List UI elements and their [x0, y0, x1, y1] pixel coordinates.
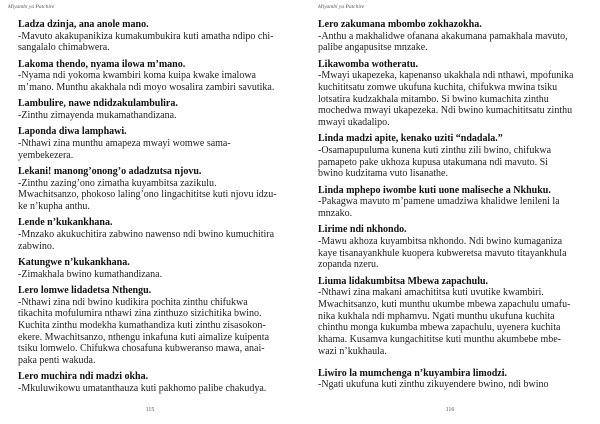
explanation-line: yembekezera. [18, 149, 74, 161]
proverb-entry [18, 285, 280, 367]
page-number: 116 [445, 407, 455, 413]
proverb-title: Lero lomwe lidadetsa Nthengu. [18, 284, 152, 296]
explanation-line: nika kukhala ndi mphamvu. Ngati munthu ukufuna kuchita [318, 310, 555, 322]
page-number: 115 [145, 407, 155, 413]
page-right [300, 0, 600, 424]
explanation-line: kuchititsatu zomwe ukufuna kuchita, chifukwa mwina tsiku [318, 82, 558, 94]
explanation-line: khama. Kusamva kungachititse kuti munthu akumbebe mbe- [318, 334, 561, 346]
explanation-line: kaye tisanayankhule kuopera kubweretsa mavuto titayankhula [318, 247, 567, 259]
proverb-title: Likawomba wotheratu. [318, 58, 419, 70]
proverb-title: Lakoma thendo, nyama ilowa m’mano. [18, 58, 186, 70]
proverb-title: Laponda diwa lamphawi. [18, 126, 127, 138]
proverb-title: Ladza dzinja, ana anole mano. [18, 19, 149, 30]
explanation-line: palibe angapusitse mnzake. [318, 42, 428, 54]
explanation-line: Kuchita zinthu modekha kumathandiza kuti zinthu zisasokon- [18, 319, 266, 331]
explanation-line: -Zimakhala bwino kumathandizana. [18, 268, 163, 280]
proverb-entry [318, 224, 590, 271]
explanation-line: m’mano. Munthu akakhala ndi moyo wosalira zambiri savutika. [18, 82, 275, 94]
explanation-line: zabwino. [18, 240, 55, 252]
proverb-list [318, 19, 590, 391]
explanation-line: -Mawu akhoza kuyambitsa nkhondo. Ndi bwino kumaganiza [318, 236, 563, 248]
proverb-entry [318, 276, 590, 358]
proverb-entry [18, 59, 280, 94]
proverb-entry [318, 133, 590, 180]
explanation-line: -Zinthu zazing’ono zimatha kuyambitsa zazikulu. [18, 177, 217, 189]
explanation-line: -Mnzako akukuchitira zabwino nawenso ndi bwino kumuchitira [18, 228, 275, 240]
proverb-title: Linda madzi apite, kenako uziti “ndadala.” [318, 133, 503, 145]
explanation-line: -Nyama ndi yokoma kwambiri koma kuipa kwake imalowa [18, 70, 256, 82]
proverb-entry [318, 368, 590, 391]
explanation-line: -Nthawi zina ndi bwino kudikira pochita zinthu chifukwa [18, 296, 248, 308]
running-head: Miyambi ya Patchire [8, 4, 55, 10]
explanation-line: -Zinthu zimayenda mukamathandizana. [18, 110, 177, 121]
proverb-title: Lekani! manong’onong’o adadzutsa njovu. [18, 165, 202, 177]
explanation-line: lotsatira kudzakhala mitambo. Si bwino kumachita zinthu [318, 93, 549, 105]
proverb-entry [18, 98, 280, 121]
explanation-line: tikachita mofulumira nthawi zina zinthuzo sizichitika bwino. [18, 308, 262, 320]
proverb-entry [18, 371, 280, 394]
explanation-line: -Nthawi zina makani amachititsa kuti uvutike kwambiri. [318, 287, 544, 299]
proverb-title: Linda mphepo iwombe kuti uone maliseche a Nkhuku. [318, 184, 551, 196]
explanation-line: -Mwayi ukapezeka, kapenanso ukakhala ndi nthawi, mpofunika [318, 70, 574, 82]
explanation-line: mnzako. [318, 208, 353, 220]
proverb-entry [18, 19, 280, 54]
proverb-title: Liwiro la mumchenga n’kuyambira limodzi. [318, 367, 507, 379]
proverb-title: Katungwe n’kukankhana. [18, 256, 130, 268]
proverb-title: Lero muchira ndi madzi okha. [18, 371, 149, 383]
proverb-list [18, 19, 280, 395]
proverb-entry [18, 126, 280, 161]
explanation-line: tsiku lomwelo. Chifukwa chosafuna kubweranso mawa, anai- [18, 343, 265, 355]
proverb-title: Lirime ndi nkhondo. [318, 224, 407, 236]
explanation-line: -Nthawi zina munthu amapeza mwayi womwe sama- [18, 137, 231, 149]
proverb-entry [318, 59, 590, 129]
explanation-line: paka penti wakuda. [18, 355, 96, 367]
proverb-title: Lero zakumana mbombo zokhazokha. [318, 19, 482, 30]
explanation-line: sangalalo chimabwera. [18, 42, 110, 54]
explanation-line: -Osamapupuluma kunena kuti zinthu zili bwino, chifukwa [318, 145, 552, 157]
explanation-line: -Mkuluwikowu umatanthauza kuti pakhomo palibe chakudya. [18, 383, 267, 394]
explanation-line: zopanda nzeru. [318, 259, 379, 271]
explanation-line: -Anthu a makhalidwe ofanana akakumana pamakhala mavuto, [318, 30, 568, 42]
explanation-line: Mwachitsanzo, phokoso laling’ono lingachititse kuti njovu idzu- [18, 189, 277, 201]
proverb-title: Liuma lidakumbitsa Mbewa zapachulu. [318, 275, 489, 287]
proverb-entry [18, 217, 280, 252]
explanation-line: wazi n’kukhaula. [318, 345, 387, 357]
explanation-line: ke n’kupha anthu. [18, 201, 90, 212]
explanation-line: mwayi ukadalipo. [318, 117, 390, 129]
explanation-line: bwino kudzitama vuto lisanathe. [318, 168, 448, 180]
explanation-line: -Mavuto akakupanikiza kumakumbukira kuti amatha ndipo chi- [18, 30, 274, 42]
explanation-line: Mwachitsanzo, kuti munthu ukumbe mbewa zapachulu umafu- [318, 299, 571, 311]
proverb-entry [318, 19, 590, 54]
explanation-line: ekere. Mwachitsanzo, nthengu inkafuna kuti aimalize kuipenta [18, 331, 270, 343]
explanation-line: mochedwa mwayi ukapezeka. Ndi bwino kumachititsatu zinthu [318, 105, 573, 117]
proverb-entry [318, 185, 590, 220]
proverb-entry [18, 257, 280, 280]
running-head: Miyambi ya Patchire [318, 4, 365, 10]
proverb-title: Lende n’kukankhana. [18, 217, 113, 229]
explanation-line: pamapeto pake ukhoza kupusa utakumana ndi mavuto. Si [318, 156, 548, 168]
explanation-line: -Pakagwa mavuto m’pamene umadziwa khalidwe lenileni la [318, 196, 560, 208]
proverb-title: Lambulire, nawe ndidzakulambulira. [18, 98, 178, 110]
proverb-entry [18, 166, 280, 213]
explanation-line: -Ngati ukufuna kuti zinthu zikuyendere bwino, ndi bwino [318, 379, 549, 391]
explanation-line: chinthu monga kukumba mbewa zapachulu, uyenera kuchita [318, 322, 561, 334]
